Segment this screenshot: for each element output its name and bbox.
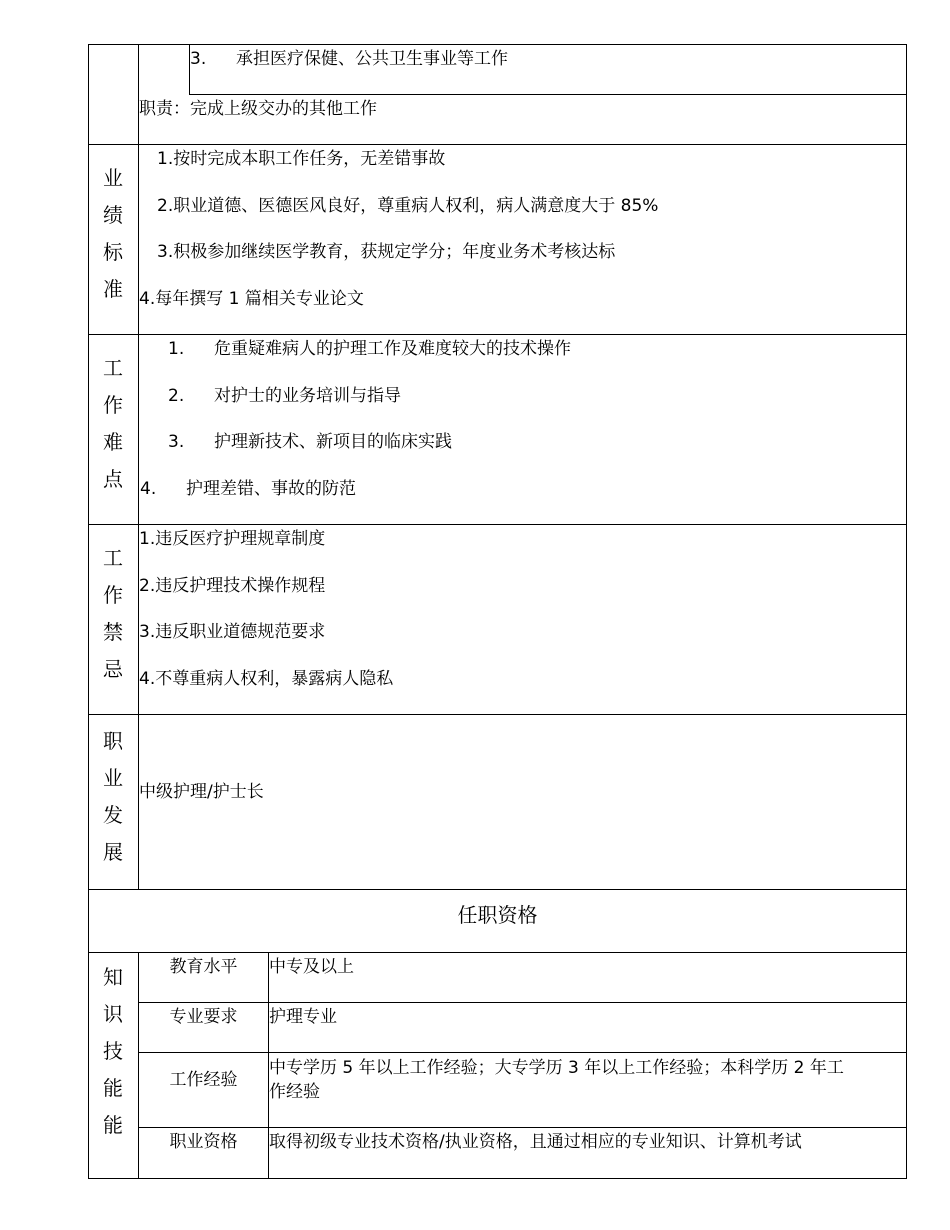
qual-value-experience-line1: 中专学历 5 年以上工作经验；大专学历 3 年以上工作经验；本科学历 2 年工: [269, 1058, 844, 1078]
row-divider: [88, 714, 907, 715]
col-divider: [138, 44, 139, 889]
row-divider: [88, 889, 907, 890]
job-description-page: [88, 44, 907, 1179]
qual-key-education: 教育水平: [169, 957, 238, 977]
taboo-item-3: 3.违反职业道德规范要求: [139, 622, 326, 642]
knowledge-skills-label: 知 识 技 能 能: [103, 965, 123, 1137]
row-divider: [138, 1052, 907, 1053]
row-divider: [88, 144, 907, 145]
taboos-label: 工 作 禁 忌: [103, 546, 123, 681]
difficulty-item-2: 2. 对护士的业务培训与指导: [168, 386, 401, 406]
difficulty-item-3: 3. 护理新技术、新项目的临床实践: [168, 432, 452, 452]
difficulty-item-1: 1. 危重疑难病人的护理工作及难度较大的技术操作: [168, 339, 571, 359]
row-divider: [88, 952, 907, 953]
row-divider: [138, 1127, 907, 1128]
duty-item-3-num: 3.: [190, 49, 207, 69]
row-divider: [138, 1002, 907, 1003]
performance-item-1: 1.按时完成本职工作任务，无差错事故: [157, 149, 446, 169]
taboo-item-1: 1.违反医疗护理规章制度: [139, 529, 326, 549]
performance-item-4: 4.每年撰写 1 篇相关专业论文: [139, 289, 364, 309]
performance-item-3: 3.积极参加继续医学教育，获规定学分；年度业务术考核达标: [157, 242, 616, 262]
difficulty-item-4: 4. 护理差错、事故的防范: [140, 479, 356, 499]
performance-item-2: 2.职业道德、医德医风良好，尊重病人权利，病人满意度大于 85%: [157, 196, 659, 216]
qual-value-experience-line2: 作经验: [269, 1082, 320, 1102]
qual-key-major: 专业要求: [169, 1007, 238, 1027]
difficulties-label: 工 作 难 点: [103, 356, 123, 491]
taboo-item-4: 4.不尊重病人权利，暴露病人隐私: [139, 669, 394, 689]
qual-value-certification: 取得初级专业技术资格/执业资格，且通过相应的专业知识、计算机考试: [269, 1132, 802, 1152]
qual-key-experience: 工作经验: [169, 1070, 238, 1090]
qual-key-certification: 职业资格: [169, 1132, 238, 1152]
duty-item-3-text: 承担医疗保健、公共卫生事业等工作: [236, 49, 508, 69]
qualification-heading: 任职资格: [457, 903, 538, 927]
qual-value-education: 中专及以上: [269, 957, 354, 977]
row-divider: [190, 94, 907, 95]
other-duty: 职责：完成上级交办的其他工作: [139, 99, 377, 119]
row-divider: [88, 334, 907, 335]
career-value: 中级护理/护士长: [139, 782, 264, 802]
qual-value-major: 护理专业: [269, 1007, 337, 1027]
duty-item-3: [190, 48, 508, 70]
career-label: 职 业 发 展: [103, 729, 123, 864]
row-divider: [88, 524, 907, 525]
performance-label: 业 绩 标 准: [103, 166, 123, 301]
taboo-item-2: 2.违反护理技术操作规程: [139, 576, 326, 596]
